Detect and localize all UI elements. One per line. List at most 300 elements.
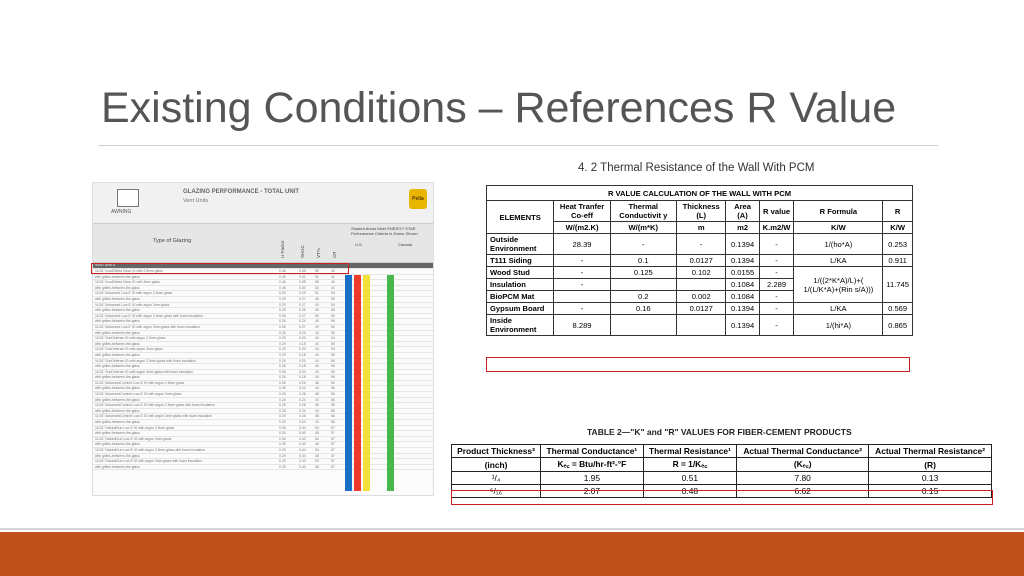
- fc-col-actual-resistance: Actual Thermal Resistance²: [869, 445, 992, 458]
- glazing-cell: 11/16" NaturalSun Low-E IG with argon 3mm glass: [95, 436, 172, 441]
- pcm-table-title: R VALUE CALCULATION OF THE WALL WITH PCM: [487, 186, 913, 201]
- pcm-cell: 0.1394: [726, 315, 759, 336]
- glazing-cell: 0.29: [279, 352, 286, 357]
- glazing-cell: 11/16" Advanced Low-E IG with argon 3mm glass with foam insulation: [95, 324, 200, 329]
- fc-unit: Kₑ꜀ = Btu/hr-ft²-°F: [541, 458, 644, 472]
- glazing-cell: 57: [331, 459, 335, 464]
- fc-cell: 2.07: [541, 485, 644, 498]
- glazing-cell: 43: [315, 420, 319, 425]
- pcm-cell: -: [554, 303, 610, 315]
- pcm-cell: 0.2: [610, 291, 676, 303]
- glazing-header: [93, 183, 433, 223]
- glazing-cell: 0.29: [279, 448, 286, 452]
- glazing-cell: 11/16" AdvancedComfort Low-E IG with argon 2.5mm glass with foam insulation: [95, 403, 215, 408]
- fc-col-actual-conductance: Actual Thermal Conductance²: [737, 445, 869, 458]
- glazing-cell: 55: [331, 296, 335, 301]
- fc-unit: (Kₑ꜀): [737, 458, 869, 472]
- glazing-cell: 0.26: [279, 380, 286, 385]
- glazing-cell: 48: [315, 442, 319, 447]
- pcm-unit: K/W: [794, 222, 883, 234]
- glazing-cell: 0.18: [299, 352, 306, 357]
- glazing-cell: 0.29: [279, 308, 286, 313]
- zone-us: U.S.: [355, 242, 363, 247]
- pcm-cell: [676, 315, 726, 336]
- glazing-cell: 54: [331, 302, 335, 307]
- glazing-cell: 0.18: [299, 341, 306, 346]
- glazing-cell: 57: [331, 448, 335, 452]
- glazing-cell: 11/16" AdvancedComfort Low-E IG with argon 3mm glass: [95, 392, 182, 397]
- glazing-cell: 0.50: [299, 285, 306, 290]
- glazing-cell: 44: [315, 358, 319, 363]
- glazing-cell: 58: [315, 280, 319, 285]
- col-cr: CR: [332, 251, 337, 258]
- awning-caption: AWNING: [111, 209, 132, 215]
- glazing-cell: 48: [315, 414, 319, 419]
- pcm-col-elements: ELEMENTS: [487, 201, 554, 234]
- fc-cell: 0.51: [643, 472, 736, 485]
- glazing-cell: with grilles-between-the-glass: [95, 296, 140, 301]
- fc-cell: 7.80: [737, 472, 869, 485]
- pcm-unit: W/(m*K): [610, 222, 676, 234]
- glazing-cell: with grilles-between-the-glass: [95, 431, 140, 436]
- pcm-cell: -: [676, 234, 726, 255]
- glazing-cell: 0.25: [279, 414, 286, 419]
- pcm-cell: -: [759, 234, 794, 255]
- glazing-cell: 0.26: [279, 313, 286, 318]
- pcm-cell: -: [759, 315, 794, 336]
- glazing-cell: 11/16" AdvancedComfort Low-E IG with argon 2.5mm glass: [95, 380, 185, 385]
- glazing-cell: 0.24: [299, 397, 306, 402]
- glazing-cell: with grilles-between-the-glass: [95, 274, 140, 279]
- glazing-cell: 54: [331, 291, 335, 296]
- pcm-cell: L/KA: [794, 255, 883, 267]
- glazing-cell: 48: [315, 464, 319, 469]
- glazing-cell: 40: [331, 285, 335, 290]
- glazing-cell: 0.29: [279, 336, 286, 341]
- pcm-unit: K.m2/W: [759, 222, 794, 234]
- pcm-cell: -: [759, 267, 794, 279]
- glazing-cell: 0.40: [299, 442, 306, 447]
- glazing-cell: 0.40: [299, 431, 306, 436]
- pcm-cell: 0.0127: [676, 255, 726, 267]
- glazing-cell: 43: [315, 397, 319, 402]
- glazing-cell: 49: [315, 324, 319, 329]
- glazing-cell: 0.26: [279, 324, 286, 329]
- pcm-cell: Wood Stud: [487, 267, 554, 279]
- glazing-column-header: [93, 223, 433, 263]
- pcm-group-formula: 1/((2*K*A)/L)+( 1/(L/K*A)+(Rin s/A))): [794, 267, 883, 303]
- glazing-cell: 0.29: [279, 291, 286, 296]
- glazing-cell: 0.40: [299, 464, 306, 469]
- pcm-cell: Gypsum Board: [487, 303, 554, 315]
- glazing-cell: 0.44: [299, 448, 306, 452]
- glazing-cell: 41: [331, 274, 335, 279]
- glazing-cell: 0.26: [299, 308, 306, 313]
- glazing-cell: 0.43: [299, 436, 306, 441]
- pcm-cell: -: [610, 234, 676, 255]
- glazing-cell: 56: [331, 369, 335, 374]
- glazing-cell: 0.46: [279, 285, 286, 290]
- glazing-cell: 0.29: [279, 453, 286, 458]
- glazing-cell: 40: [315, 375, 319, 380]
- glazing-cell: 56: [331, 420, 335, 425]
- glazing-cell: 11/16" Advanced Low-E IG with argon 2.5mm glass with foam insulation: [95, 313, 203, 318]
- pcm-row-gypsum: [487, 303, 913, 315]
- glazing-cell: 55: [331, 341, 335, 346]
- pcm-col-rv: R value: [759, 201, 794, 222]
- glazing-cell: 11/16" NaturalSun Low-E IG with argon 2.5mm glass: [95, 425, 175, 430]
- glazing-cell: 0.26: [299, 392, 306, 397]
- glazing-cell: 57: [331, 425, 335, 430]
- glazing-cell: with grilles-between-the-glass: [95, 341, 140, 346]
- glazing-cell: 11/16" Advanced Low-E IG with argon 3mm glass: [95, 302, 170, 307]
- pcm-cell: 0.102: [676, 267, 726, 279]
- glazing-cell: 56: [331, 414, 335, 419]
- glazing-cell: with grilles-between-the-glass: [95, 397, 140, 402]
- col-type-of-glazing: Type of Glazing: [153, 238, 192, 244]
- pcm-cell: -: [759, 255, 794, 267]
- glazing-cell: 0.46: [279, 274, 286, 279]
- pcm-cell: -: [554, 255, 610, 267]
- glazing-cell: 56: [331, 364, 335, 369]
- zone-bar-red: [354, 275, 361, 491]
- fc-unit: (inch): [452, 458, 541, 472]
- glazing-cell: 0.55: [299, 269, 306, 273]
- pcm-cell: 0.1084: [726, 279, 759, 291]
- glazing-cell: 0.26: [279, 369, 286, 374]
- glazing-cell: 0.29: [279, 347, 286, 352]
- fc-row: [452, 472, 992, 485]
- pcm-row-t111: [487, 255, 913, 267]
- fc-unit: R = 1/Kₑ꜀: [643, 458, 736, 472]
- glazing-cell: 0.24: [299, 319, 306, 324]
- glazing-cell: 45: [315, 319, 319, 324]
- glazing-cell: 0.26: [279, 319, 286, 324]
- glazing-cell: 0.26: [279, 364, 286, 369]
- glazing-cell: 11/16" NaturalSun Low-E IG with argon 2.5mm glass with foam insulation: [95, 448, 205, 452]
- glazing-performance-table: [92, 182, 434, 496]
- glazing-cell: 0.25: [279, 408, 286, 413]
- glazing-cell: 0.46: [279, 280, 286, 285]
- glazing-cell: 57: [331, 442, 335, 447]
- pcm-cell: 0.865: [883, 315, 913, 336]
- pcm-cell: 28.39: [554, 234, 610, 255]
- pcm-cell: -: [759, 291, 794, 303]
- fc-cell: 1.95: [541, 472, 644, 485]
- glazing-cell: 56: [331, 380, 335, 385]
- glazing-cell: 57: [331, 436, 335, 441]
- glazing-cell: 48: [315, 403, 319, 408]
- gypsum-row-highlight: [486, 357, 910, 372]
- glazing-cell: 40: [331, 269, 335, 273]
- glazing-cell: 11/16" AdvancedComfort Low-E IG with argon 3mm glass with foam insulation: [95, 414, 213, 419]
- pcm-cell: 0.911: [883, 255, 913, 267]
- glazing-cell: 0.30: [279, 436, 286, 441]
- glazing-cell: 56: [331, 324, 335, 329]
- glazing-cell: with grilles-between-the-glass: [95, 386, 140, 391]
- pcm-row-wood-stud: [487, 267, 913, 279]
- glazing-cell: 0.24: [299, 408, 306, 413]
- glazing-cell: with grilles-between-the-glass: [95, 453, 140, 458]
- glazing-cell: 0.27: [299, 302, 306, 307]
- glazing-rows: [93, 263, 433, 470]
- pcm-cell: 0.1: [610, 255, 676, 267]
- pcm-cell: -: [554, 279, 610, 291]
- glazing-cell: 11/16" SunDefense IG with argon 2.5mm glass: [95, 336, 166, 341]
- glazing-cell: 0.26: [299, 414, 306, 419]
- glazing-cell: 0.24: [299, 330, 306, 335]
- pcm-cell: BioPCM Mat: [487, 291, 554, 303]
- pcm-col-formula: R Formula: [794, 201, 883, 222]
- glazing-cell: 0.18: [299, 375, 306, 380]
- glazing-cell: with grilles-between-the-glass: [95, 308, 140, 313]
- glazing-cell: with grilles-between-the-glass: [95, 364, 140, 369]
- glazing-cell: 0.30: [279, 431, 286, 436]
- glazing-cell: 44: [315, 347, 319, 352]
- glazing-cell: 50: [315, 313, 319, 318]
- pcm-unit: m: [676, 222, 726, 234]
- glazing-cell: 11/16" NaturalSun Low-E IG with argon 3mm glass with foam insulation: [95, 459, 203, 464]
- pella-logo: Pella: [409, 189, 427, 209]
- glazing-cell: with grilles-between-the-glass: [95, 352, 140, 357]
- pcm-caption: 4. 2 Thermal Resistance of the Wall With PCM: [578, 162, 815, 174]
- pcm-cell: 1/(hi*A): [794, 315, 883, 336]
- glazing-cell: 0.20: [299, 347, 306, 352]
- glazing-cell: with grilles-between-the-glass: [95, 330, 140, 335]
- glazing-cell: 0.43: [299, 459, 306, 464]
- glazing-cell: 45: [315, 308, 319, 313]
- pcm-cell: [610, 279, 676, 291]
- zone-bar-yellow: [363, 275, 370, 491]
- pcm-col-l: Thickness (L): [676, 201, 726, 222]
- glazing-cell: 56: [331, 375, 335, 380]
- pcm-col-r: R: [883, 201, 913, 222]
- glazing-cell: 0.26: [279, 392, 286, 397]
- glazing-cell: 0.29: [279, 341, 286, 346]
- pcm-cell: [554, 291, 610, 303]
- glazing-subtitle: Vent Units: [183, 198, 209, 204]
- glazing-cell: 0.25: [279, 403, 286, 408]
- pcm-cell: Outside Environment: [487, 234, 554, 255]
- title-divider: [98, 145, 938, 146]
- glazing-cell: 0.26: [279, 375, 286, 380]
- fiber-caption: TABLE 2—"K" and "R" VALUES FOR FIBER-CEMENT PRODUCTS: [587, 427, 852, 437]
- energy-star-note: Shaded Areas Meet ENERGY STAR Performance Criteria in Zones Shown: [351, 226, 418, 236]
- glazing-cell: with grilles-between-the-glass: [95, 442, 140, 447]
- pcm-cell: 8.289: [554, 315, 610, 336]
- pcm-cell: [610, 315, 676, 336]
- glazing-cell: 0.51: [299, 274, 306, 279]
- glazing-cell: 0.30: [279, 425, 286, 430]
- glazing-cell: 54: [331, 347, 335, 352]
- glazing-cell: 53: [315, 459, 319, 464]
- col-shgc: SHGC: [300, 244, 305, 258]
- pcm-row-inside: [487, 315, 913, 336]
- glazing-cell: 0.29: [299, 291, 306, 296]
- quarter-inch-row-highlight: [451, 490, 993, 505]
- glazing-cell: with grilles-between-the-glass: [95, 464, 140, 469]
- glazing-cell: 0.55: [299, 280, 306, 285]
- pcm-unit: W/(m2.K): [554, 222, 610, 234]
- glazing-cell: 44: [315, 336, 319, 341]
- glazing-cell: 57: [331, 464, 335, 469]
- pcm-cell: T111 Siding: [487, 255, 554, 267]
- pcm-col-k: Thermal Conductivit y: [610, 201, 676, 222]
- pcm-cell: Inside Environment: [487, 315, 554, 336]
- glazing-cell: 48: [315, 431, 319, 436]
- pcm-col-a: Area (A): [726, 201, 759, 222]
- glazing-cell: 56: [331, 313, 335, 318]
- pcm-cell: -: [759, 303, 794, 315]
- glazing-cell: 0.26: [299, 403, 306, 408]
- fc-col-conductance: Thermal Conductance¹: [541, 445, 644, 458]
- glazing-cell: 48: [315, 380, 319, 385]
- awning-window-icon: [117, 189, 139, 207]
- pcm-row-outside: [487, 234, 913, 255]
- pcm-cell: 0.1394: [726, 255, 759, 267]
- glazing-cell: 11/16" Advanced Low-E IG with argon 2.5mm glass: [95, 291, 173, 296]
- pcm-unit: K/W: [883, 222, 913, 234]
- pcm-cell: L/KA: [794, 303, 883, 315]
- zone-canada: Canada: [398, 242, 413, 247]
- fc-cell: 6.62: [737, 485, 869, 498]
- glazing-cell: 0.26: [279, 386, 286, 391]
- glazing-cell: 0.40: [299, 453, 306, 458]
- pcm-cell: 1/(ho*A): [794, 234, 883, 255]
- pcm-cell: Insulation: [487, 279, 554, 291]
- glazing-cell: 0.20: [299, 369, 306, 374]
- glazing-row: [93, 465, 433, 471]
- pcm-unit: m2: [726, 222, 759, 234]
- pcm-cell: 0.125: [610, 267, 676, 279]
- glazing-cell: with grilles-between-the-glass: [95, 420, 140, 425]
- pcm-cell: 0.1394: [726, 234, 759, 255]
- glazing-cell: 11/16" SunDefense IG with argon 3mm glass: [95, 347, 163, 352]
- glazing-cell: 51: [315, 274, 319, 279]
- footer-divider: [0, 528, 1024, 530]
- glazing-cell: 0.44: [299, 425, 306, 430]
- glazing-cell: 40: [315, 341, 319, 346]
- pcm-cell: 0.0127: [676, 303, 726, 315]
- glazing-cell: 0.29: [279, 302, 286, 307]
- section-label: VENT UNITS: [95, 263, 116, 267]
- zone-bar-green: [387, 275, 394, 491]
- glazing-cell: with grilles-between-the-glass: [95, 285, 140, 290]
- glazing-cell: 56: [331, 403, 335, 408]
- glazing-cell: 56: [331, 392, 335, 397]
- pcm-cell: 2.289: [759, 279, 794, 291]
- glazing-cell: 0.27: [299, 296, 306, 301]
- glazing-cell: 44: [315, 330, 319, 335]
- glazing-cell: 0.29: [279, 296, 286, 301]
- pcm-table: [486, 185, 913, 336]
- fc-cell: 0.48: [643, 485, 736, 498]
- glazing-cell: 56: [331, 319, 335, 324]
- glazing-cell: 55: [331, 352, 335, 357]
- pcm-cell: 0.253: [883, 234, 913, 255]
- glazing-cell: 11/16" SunDefense IG with argon 2.5mm glass with foam insulation: [95, 358, 197, 363]
- pcm-cell: 0.1084: [726, 291, 759, 303]
- glazing-cell: 56: [331, 358, 335, 363]
- glazing-cell: 0.20: [299, 358, 306, 363]
- slide-title: Existing Conditions – References R Value: [101, 84, 897, 132]
- glazing-cell: 0.26: [299, 380, 306, 385]
- glazing-cell: 0.27: [299, 324, 306, 329]
- col-u-factor: U-Factor: [280, 240, 285, 258]
- glazing-cell: 56: [331, 386, 335, 391]
- glazing-cell: 59: [315, 269, 319, 273]
- glazing-cell: 43: [315, 369, 319, 374]
- glazing-cell: 0.26: [279, 330, 286, 335]
- fc-col-resistance: Thermal Resistance¹: [643, 445, 736, 458]
- glazing-cell: 40: [331, 280, 335, 285]
- glazing-cell: 0.27: [299, 313, 306, 318]
- glazing-cell: 0.18: [299, 364, 306, 369]
- glazing-cell: 48: [315, 392, 319, 397]
- pcm-cell: 0.1394: [726, 303, 759, 315]
- glazing-cell: 51: [315, 291, 319, 296]
- fc-cell: ⁵/₁₆: [452, 485, 541, 498]
- glazing-cell: 40: [315, 364, 319, 369]
- glazing-cell: 55: [331, 308, 335, 313]
- pcm-col-h: Heat Tranfer Co-eff: [554, 201, 610, 222]
- glazing-cell: 54: [315, 448, 319, 452]
- glazing-cell: with grilles-between-the-glass: [95, 375, 140, 380]
- glazing-cell: 49: [315, 302, 319, 307]
- glazing-cell: 48: [315, 453, 319, 458]
- glazing-cell: 56: [331, 397, 335, 402]
- footer-bar: [0, 532, 1024, 576]
- glazing-cell: 46: [315, 296, 319, 301]
- glazing-cell: 0.46: [279, 269, 286, 273]
- glazing-cell: 0.26: [279, 358, 286, 363]
- fc-cell: 0.13: [869, 472, 992, 485]
- fc-cell: ¹/₄: [452, 472, 541, 485]
- glazing-cell: 0.26: [279, 397, 286, 402]
- pcm-cell: [676, 279, 726, 291]
- glazing-cell: 0.20: [299, 336, 306, 341]
- glazing-cell: 44: [315, 408, 319, 413]
- glazing-cell: 57: [331, 453, 335, 458]
- glazing-cell: 0.23: [299, 420, 306, 425]
- glazing-cell: 0.29: [279, 459, 286, 464]
- glazing-cell: 11/16" InsulShield Clear IG with 2.5mm glass: [95, 269, 163, 273]
- glazing-cell: 11/16" InsulShield Clear IG with 3mm glass: [95, 280, 160, 285]
- glazing-cell: 52: [315, 285, 319, 290]
- glazing-cell: 40: [315, 352, 319, 357]
- pcm-cell: 0.0155: [726, 267, 759, 279]
- glazing-cell: 44: [315, 386, 319, 391]
- pcm-group-r: 11.745: [883, 267, 913, 303]
- glazing-cell: 54: [331, 336, 335, 341]
- glazing-cell: with grilles-between-the-glass: [95, 408, 140, 413]
- pcm-cell: 0.002: [676, 291, 726, 303]
- glazing-highlight: [91, 263, 349, 274]
- fc-cell: 0.15: [869, 485, 992, 498]
- pcm-cell: -: [554, 267, 610, 279]
- col-vt: VT%: [316, 248, 321, 258]
- glazing-cell: 56: [331, 408, 335, 413]
- pcm-cell: 0.16: [610, 303, 676, 315]
- glazing-cell: with grilles-between-the-glass: [95, 319, 140, 324]
- glazing-cell: 0.24: [299, 386, 306, 391]
- glazing-cell: 0.29: [279, 464, 286, 469]
- zone-bar-blue: [345, 275, 352, 491]
- glazing-cell: 0.25: [279, 420, 286, 425]
- glazing-cell: 57: [331, 431, 335, 436]
- glazing-cell: 56: [331, 330, 335, 335]
- glazing-cell: 11/16" SunDefense IG with argon 3mm glass with foam insulation: [95, 369, 194, 374]
